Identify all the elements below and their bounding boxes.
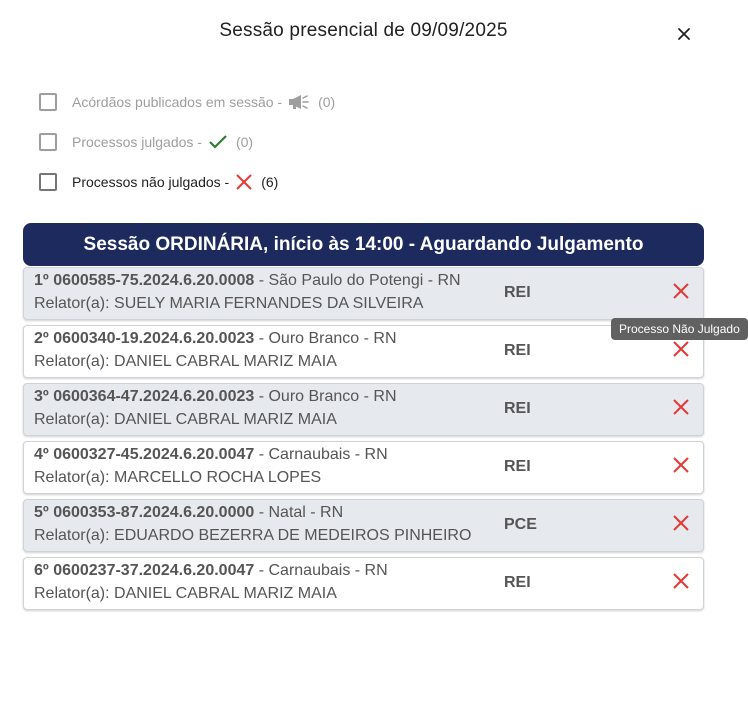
- filter-acordaos: [39, 82, 335, 122]
- julgados-checkbox[interactable]: [39, 133, 57, 151]
- megaphone-icon: [288, 94, 310, 110]
- check-icon: [208, 134, 228, 150]
- process-item[interactable]: [23, 267, 704, 320]
- filter-group: [39, 82, 335, 202]
- not-judged-icon[interactable]: [671, 397, 691, 417]
- process-item[interactable]: [23, 557, 704, 610]
- not-judged-icon[interactable]: [671, 571, 691, 591]
- process-number: 6º 0600237-37.2024.6.20.0047: [34, 562, 255, 579]
- not-judged-icon[interactable]: [671, 455, 691, 475]
- process-relator: Relator(a): DANIEL CABRAL MARIZ MAIA: [34, 353, 337, 370]
- process-number: 4º 0600327-45.2024.6.20.0047: [34, 446, 255, 463]
- filter-label: Processos não julgados -: [72, 174, 230, 190]
- process-item[interactable]: [23, 383, 704, 436]
- process-item[interactable]: [23, 325, 704, 378]
- process-relator: Relator(a): DANIEL CABRAL MARIZ MAIA: [34, 411, 337, 428]
- filter-label: Processos julgados -: [72, 134, 202, 150]
- process-relator: Relator(a): DANIEL CABRAL MARIZ MAIA: [34, 585, 337, 602]
- process-number: 2º 0600340-19.2024.6.20.0023: [34, 330, 255, 347]
- not-judged-icon[interactable]: [671, 281, 691, 301]
- not-judged-icon[interactable]: [671, 339, 691, 359]
- process-list: [23, 267, 704, 615]
- process-number: 5º 0600353-87.2024.6.20.0000: [34, 504, 255, 521]
- process-item[interactable]: [23, 441, 704, 494]
- process-number: 3º 0600364-47.2024.6.20.0023: [34, 388, 255, 405]
- process-class: REI: [504, 400, 531, 417]
- nao-julgados-checkbox[interactable]: [39, 173, 57, 191]
- process-location: - Ouro Branco - RN: [254, 388, 397, 405]
- filter-label: Acórdãos publicados em sessão -: [72, 94, 283, 110]
- process-relator: Relator(a): MARCELLO ROCHA LOPES: [34, 469, 322, 486]
- filter-count: (6): [261, 174, 279, 190]
- status-tooltip: Processo Não Julgado: [611, 318, 748, 340]
- process-location: - São Paulo do Potengi - RN: [254, 272, 461, 289]
- acordaos-checkbox[interactable]: [39, 93, 57, 111]
- process-number: 1º 0600585-75.2024.6.20.0008: [34, 272, 255, 289]
- process-class: REI: [504, 284, 531, 301]
- close-button[interactable]: [672, 22, 696, 46]
- process-class: PCE: [504, 516, 537, 533]
- filter-count: (0): [318, 94, 336, 110]
- not-judged-icon[interactable]: [671, 513, 691, 533]
- process-class: REI: [504, 342, 531, 359]
- close-icon: [677, 27, 691, 41]
- process-item[interactable]: [23, 499, 704, 552]
- session-header: Sessão ORDINÁRIA, início às 14:00 - Aguardando Julgamento: [23, 223, 704, 266]
- process-relator: Relator(a): SUELY MARIA FERNANDES DA SILVEIRA: [34, 295, 424, 312]
- process-location: - Carnaubais - RN: [254, 446, 388, 463]
- process-location: - Natal - RN: [254, 504, 344, 521]
- filter-nao-julgados: [39, 162, 335, 202]
- process-location: - Ouro Branco - RN: [254, 330, 397, 347]
- filter-julgados: [39, 122, 335, 162]
- process-location: - Carnaubais - RN: [254, 562, 388, 579]
- x-icon: [235, 174, 253, 190]
- process-class: REI: [504, 458, 531, 475]
- process-class: REI: [504, 574, 531, 591]
- filter-count: (0): [235, 134, 254, 150]
- process-relator: Relator(a): EDUARDO BEZERRA DE MEDEIROS PINHEIRO: [34, 527, 472, 544]
- dialog-title: Sessão presencial de 09/09/2025: [219, 20, 508, 41]
